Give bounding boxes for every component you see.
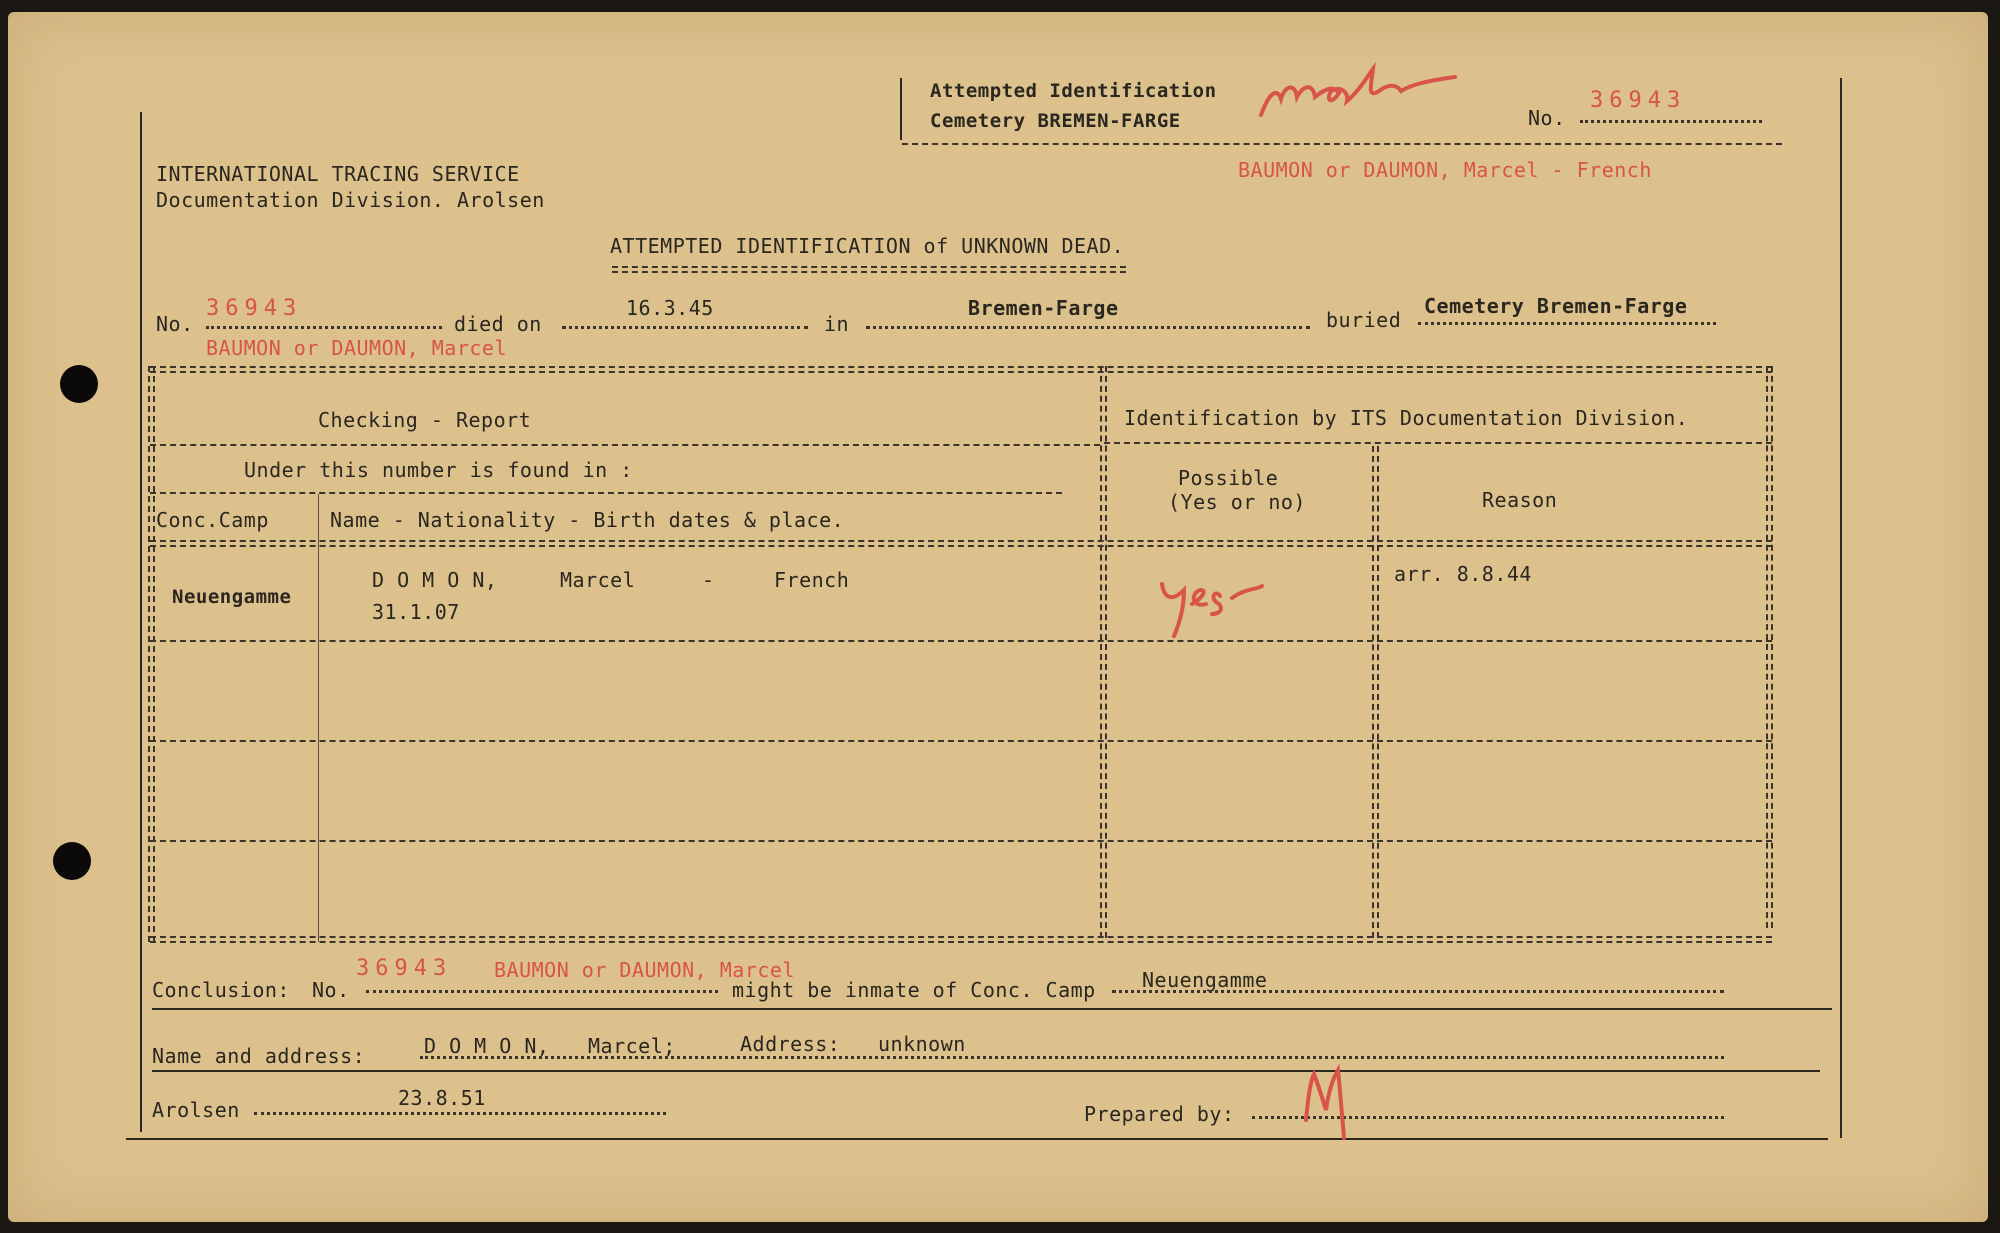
conclusion-camp-dots [1112,990,1724,993]
prepared-label: Prepared by: [1084,1102,1235,1126]
row1-nationality: French [774,568,850,592]
punch-hole-top [60,365,98,403]
name-address-dots [420,1056,1724,1059]
handwritten-made [1255,55,1485,125]
conclusion-camp-value: Neuengamme [1142,968,1268,992]
row1-camp: Neuengamme [172,586,292,608]
row-rule-1 [150,640,1772,642]
frame-right [1840,78,1842,1138]
stamp-no-value: 36943 [1590,88,1687,113]
address-label: Address: [740,1032,841,1056]
frame-bottom [126,1138,1828,1140]
table-top-rule [150,366,1772,373]
in-dots [866,326,1310,329]
table-right-rule [1766,366,1773,928]
in-label: in [824,312,850,336]
conclusion-rule [152,1008,1832,1010]
col-possible-header-1: Possible [1178,466,1279,490]
row1-dash: - [702,568,715,592]
document-title: ATTEMPTED IDENTIFICATION of UNKNOWN DEAD. [610,234,1125,258]
punch-hole-bottom [53,842,91,880]
prepared-initial-handwritten [1298,1060,1358,1144]
buried-value: Cemetery Bremen-Farge [1424,294,1688,318]
stamp-bracket [900,78,902,140]
stamp-no-label: No. [1528,106,1566,130]
stamp-line-2: Cemetery BREMEN-FARGE [930,110,1181,132]
row1-reason: arr. 8.8.44 [1394,562,1532,586]
conclusion-no-label: No. [312,978,350,1002]
place-label: Arolsen [152,1098,240,1122]
division-name: Documentation Division. Arolsen [156,188,545,212]
died-value: 16.3.45 [626,296,714,320]
stamp-underline [902,143,1782,145]
name-address-firstname: Marcel; [588,1034,676,1058]
address-value: unknown [878,1032,966,1056]
died-dots [562,326,808,329]
name-address-surname: D O M O N, [424,1034,550,1058]
date-value: 23.8.51 [398,1086,486,1110]
buried-dots [1418,322,1716,325]
conclusion-no-dots [366,990,718,993]
stamp-no-dots [1580,120,1762,123]
died-label: died on [454,312,542,336]
conclusion-no-value: 36943 [356,956,453,981]
stamp-name-line: BAUMON or DAUMON, Marcel - French [1238,158,1652,182]
record-no-dots [206,326,442,329]
buried-label: buried [1326,308,1402,332]
record-no-label: No. [156,312,194,336]
conclusion-name-red: BAUMON or DAUMON, Marcel [494,958,795,982]
col-camp-header: Conc.Camp [156,508,269,532]
name-address-rule [152,1070,1820,1072]
table-camp-rule [318,494,319,942]
checking-rule [150,444,1100,446]
conclusion-label: Conclusion: [152,978,290,1002]
checking-report-heading: Checking - Report [318,408,532,432]
identification-heading: Identification by ITS Documentation Division. [1124,406,1689,430]
date-dots [254,1112,666,1115]
table-center-rule [1100,366,1107,938]
row1-possible-handwritten [1150,562,1270,642]
stamp-line-1: Attempted Identification [930,80,1217,102]
col-possible-header-2: (Yes or no) [1168,490,1306,514]
name-address-label: Name and address: [152,1044,366,1068]
conclusion-mid-text: might be inmate of Conc. Camp [732,978,1096,1002]
table-left-rule [148,366,155,942]
row-rule-3 [150,840,1772,842]
col-name-header: Name - Nationality - Birth dates & place. [330,508,845,532]
found-rule [150,492,1062,494]
row1-surname: D O M O N, [372,568,498,592]
under-number-text: Under this number is found in : [244,458,633,482]
row-rule-2 [150,740,1772,742]
in-value: Bremen-Farge [968,296,1119,320]
header-bottom-rule [150,540,1772,547]
record-no-value: 36943 [206,296,303,321]
row1-firstname: Marcel [560,568,636,592]
record-name-red: BAUMON or DAUMON, Marcel [206,336,507,360]
identification-rule [1104,442,1772,444]
title-underline [612,266,1126,273]
frame-left [140,112,142,1132]
table-possible-rule [1372,446,1379,938]
row1-birth: 31.1.07 [372,600,460,624]
col-reason-header: Reason [1482,488,1558,512]
table-bottom-rule [150,936,1772,943]
org-name: INTERNATIONAL TRACING SERVICE [156,162,520,186]
